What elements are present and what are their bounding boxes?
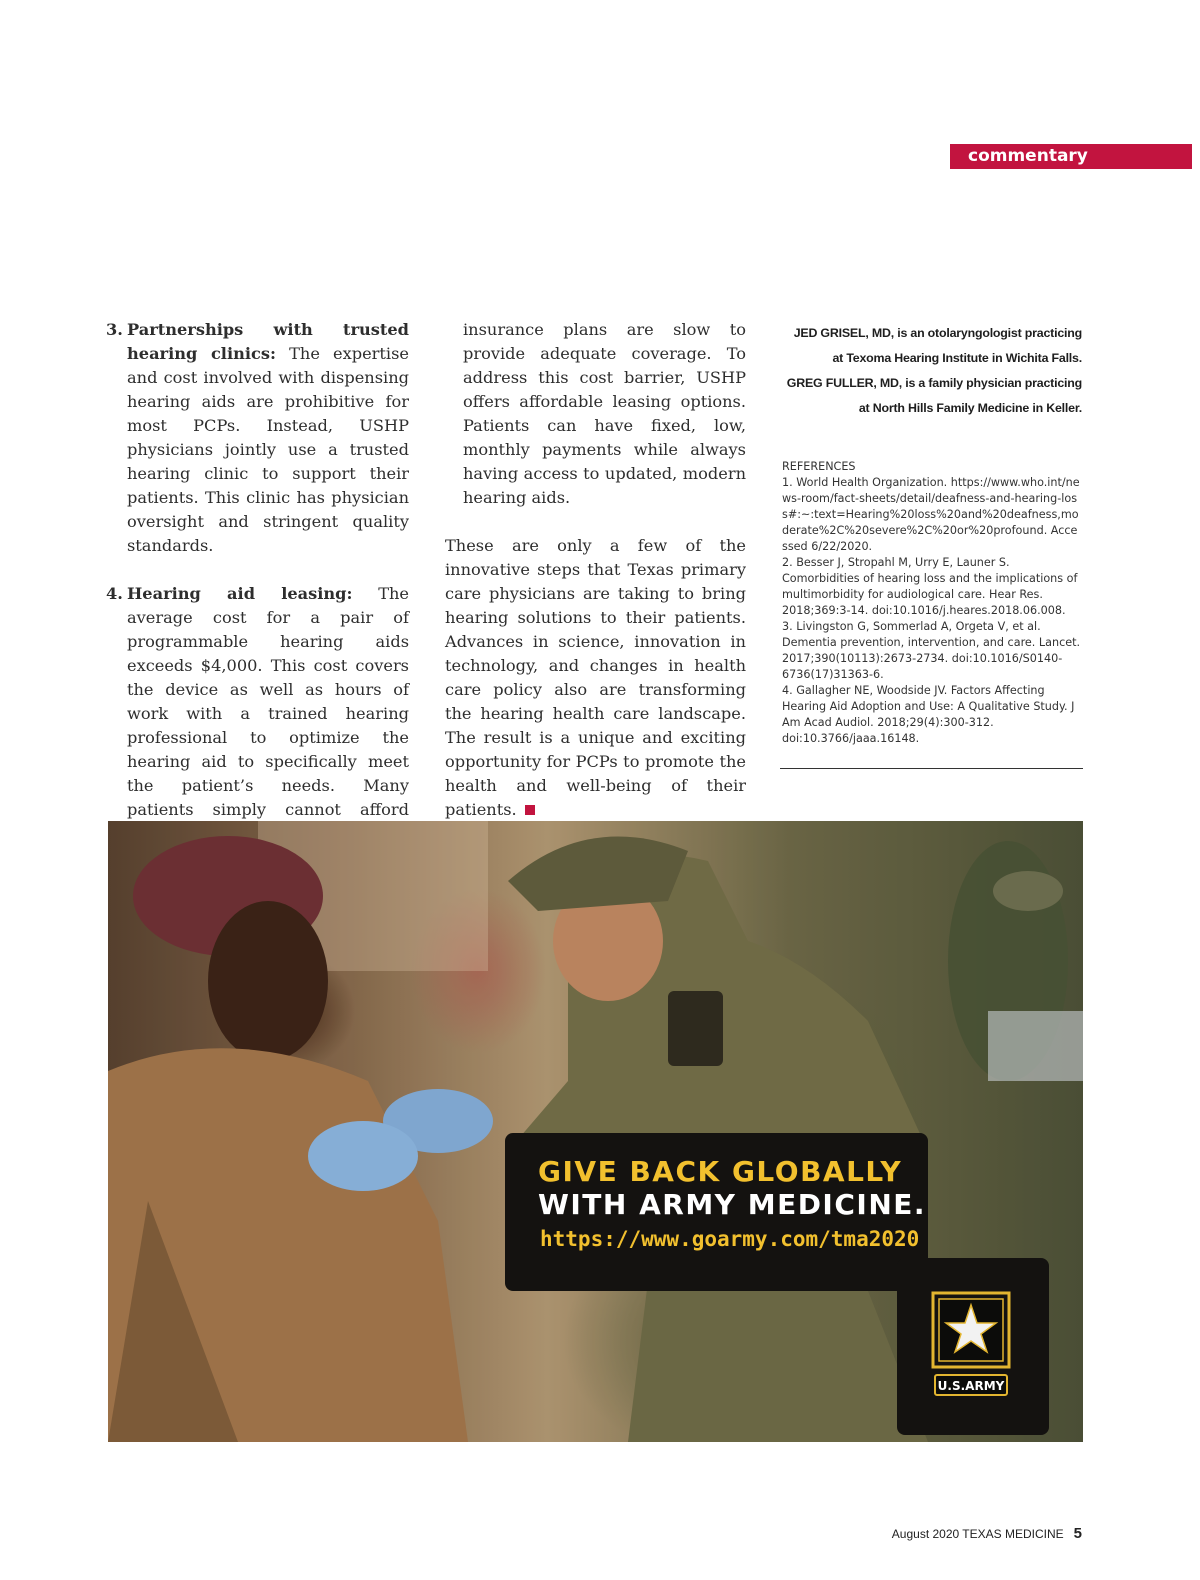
ad-url[interactable]: https://www.goarmy.com/tma2020 xyxy=(540,1227,920,1251)
reference-item: 4. Gallagher NE, Woodside JV. Factors Affecting Hearing Aid Adoption and Use: A Qualitative Study. J Am Acad Audiol. 2018;29(4):300-312. doi:10.3766/jaaa.16148. xyxy=(782,684,1075,745)
reference-item: 1. World Health Organization. https://www.who.int/news-room/fact-sheets/detail/deafness-and-hearing-loss#:~:text=Hearing%20loss%20and%20deafness,moderate%2C%20severe%2C%20or%20profound. Accessed 6/22/2020. xyxy=(782,476,1080,553)
list-body: The expertise and cost involved with dispensing hearing aids are prohibitive for most PCPs. Instead, USHP physicians jointly use a trusted hearing clinic to support their patients. This clinic has physician oversight and stringent quality standards. xyxy=(127,344,409,555)
article-column-1 xyxy=(106,318,409,846)
section-tag: commentary xyxy=(950,144,1192,169)
references-divider xyxy=(780,768,1083,769)
page-footer xyxy=(892,1525,1082,1542)
ad-subheadline: WITH ARMY MEDICINE. xyxy=(538,1188,927,1221)
reference-item: 3. Livingston G, Sommerlad A, Orgeta V, et al. Dementia prevention, intervention, and care. Lancet. 2017;390(10113):2673-2734. doi:10.1016/S0140-6736(17)31363-6. xyxy=(782,620,1081,681)
body-paragraph: These are only a few of the innovative steps that Texas primary care physicians are taking to bring hearing solutions to their patients. Advances in science, innovation in technology, and changes in health care policy also are transforming the hearing health care landscape. The result is a unique and exciting opportunity for PCPs to promote the health and well-being of their patients. xyxy=(445,536,746,819)
us-army-star-logo-icon xyxy=(931,1291,1011,1401)
list-number: 4. xyxy=(106,584,123,603)
author-bios xyxy=(780,321,1082,421)
author-line: at North Hills Family Medicine in Keller. xyxy=(858,401,1082,415)
issue-label: August 2020 TEXAS MEDICINE xyxy=(891,1527,1064,1541)
body-paragraph-end xyxy=(445,534,746,822)
list-item xyxy=(106,582,409,846)
list-heading: Hearing aid leasing: xyxy=(127,584,353,603)
list-item xyxy=(106,318,409,558)
author-line: JED GRISEL, MD, is an otolaryngologist practicing xyxy=(793,326,1082,340)
body-paragraph: insurance plans are slow to provide adequate coverage. To address this cost barrier, USHP offers affordable leasing options. Patients can have fixed, low, monthly payments while always having access to updated, modern hearing aids. xyxy=(463,320,746,507)
article-column-2 xyxy=(445,318,746,822)
army-advertisement xyxy=(108,821,1083,1442)
ad-headline: GIVE BACK GLOBALLY xyxy=(538,1155,903,1188)
author-line: at Texoma Hearing Institute in Wichita Falls. xyxy=(832,351,1082,365)
list-heading: Partnerships with trusted hearing clinics: xyxy=(127,320,409,363)
list-body: The average cost for a pair of programmable hearing aids exceeds $4,000. This cost covers the device as well as hours of work with a trained hearing professional to optimize the hearing aid to specifically meet the patient’s needs. Many patients simply cannot afford xyxy=(127,584,409,819)
end-mark-icon xyxy=(525,805,535,815)
references-heading: REFERENCES xyxy=(782,460,856,473)
author-line: GREG FULLER, MD, is a family physician practicing xyxy=(786,376,1082,390)
reference-item: 2. Besser J, Stropahl M, Urry E, Launer S. Comorbidities of hearing loss and the implications of multimorbidity for audiological care. Hear Res. 2018;369:3-14. doi:10.1016/j.heares.2018.06.008. xyxy=(782,556,1078,617)
army-logo-text: U.S.ARMY xyxy=(937,1379,1005,1393)
page-number: 5 xyxy=(1073,1525,1082,1542)
list-number: 3. xyxy=(106,320,123,339)
references xyxy=(782,459,1082,747)
